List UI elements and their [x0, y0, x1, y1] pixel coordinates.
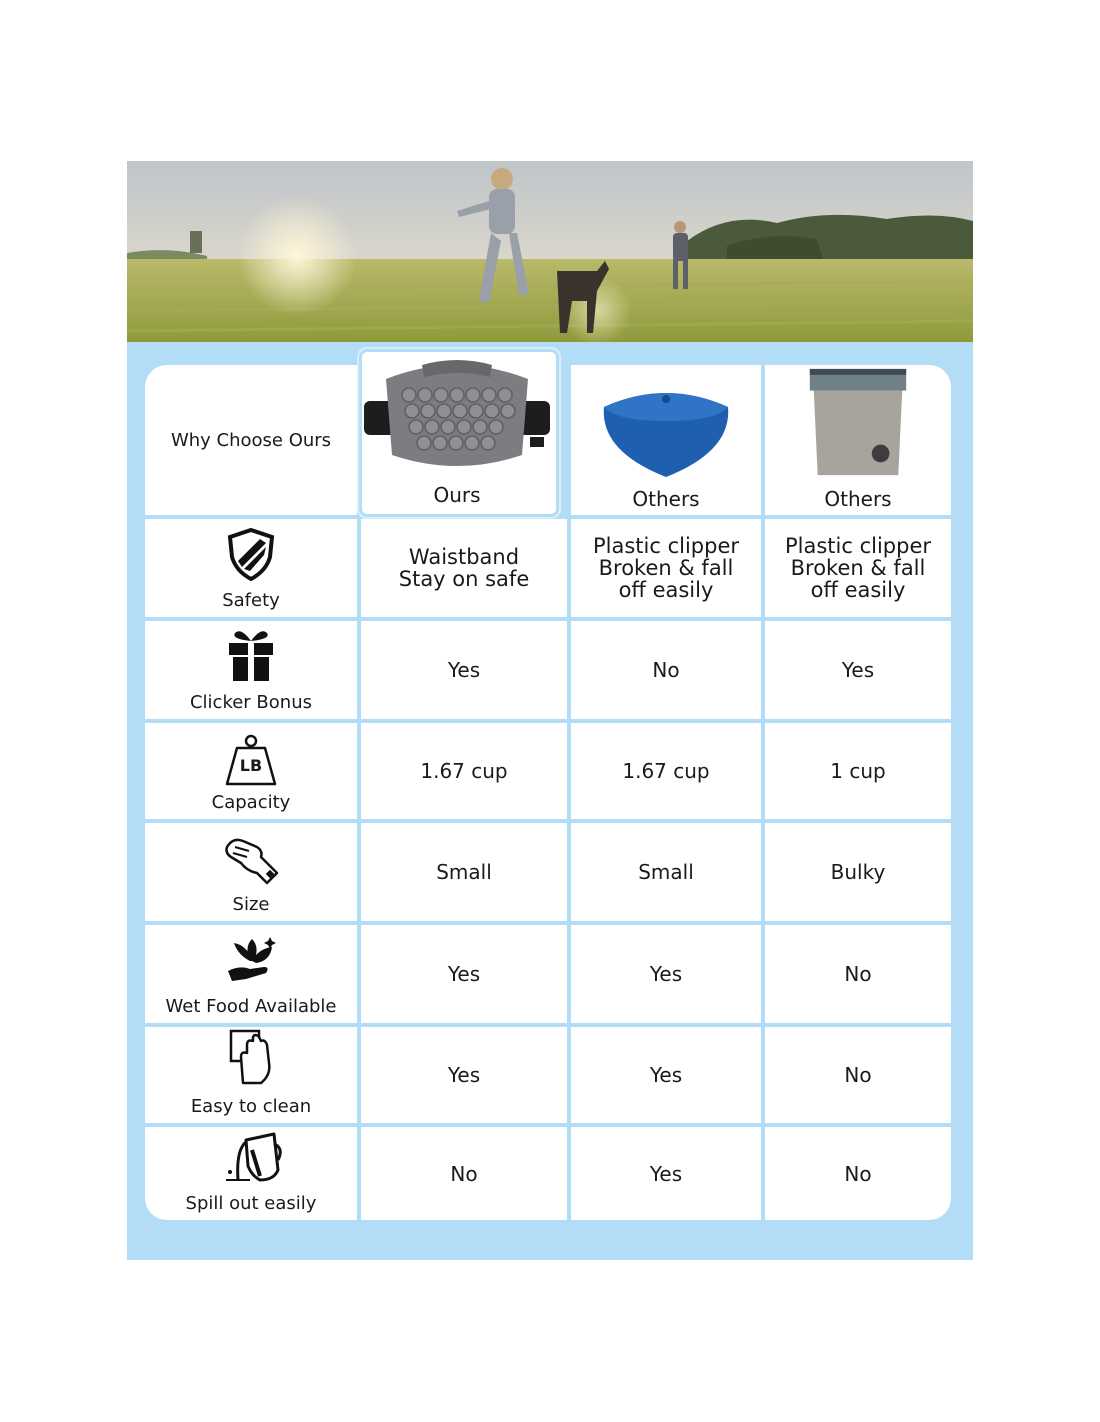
clicker-bonus-others-2: Yes — [765, 621, 951, 719]
capacity-ours: 1.67 cup — [361, 723, 567, 819]
column-label-others-1: Others — [632, 487, 700, 511]
row-label-spill-out: Spill out easily — [145, 1127, 357, 1220]
shield-icon — [224, 527, 278, 586]
row-label-wet-food: Wet Food Available — [145, 925, 357, 1023]
wipe-hand-icon — [225, 1027, 277, 1092]
spill-ours: No — [361, 1127, 567, 1220]
wet-food-others-1: Yes — [571, 925, 761, 1023]
field-photo — [127, 161, 973, 342]
blue-silicone-pouch-image — [596, 381, 736, 481]
row-label-easy-to-clean: Easy to clean — [145, 1027, 357, 1123]
column-header-ours — [361, 351, 553, 511]
row-label-clicker-bonus: Clicker Bonus — [145, 621, 357, 719]
spilling-jug-icon — [216, 1130, 286, 1189]
spill-others-1: Yes — [571, 1127, 761, 1220]
column-label-others-2: Others — [824, 487, 892, 511]
gray-popit-pouch-image — [362, 359, 552, 477]
clicker-bonus-others-1: No — [571, 621, 761, 719]
row-label-capacity: LB Capacity — [145, 723, 357, 819]
easy-clean-others-2: No — [765, 1027, 951, 1123]
header-title-cell — [145, 365, 357, 515]
easy-clean-ours: Yes — [361, 1027, 567, 1123]
row-label-safety: Safety — [145, 519, 357, 617]
capacity-others-1: 1.67 cup — [571, 723, 761, 819]
gift-icon — [227, 627, 275, 688]
column-header-others-1 — [571, 365, 761, 515]
wet-food-others-2: No — [765, 925, 951, 1023]
size-others-2: Bulky — [765, 823, 951, 921]
wet-food-ours: Yes — [361, 925, 567, 1023]
size-others-1: Small — [571, 823, 761, 921]
easy-clean-others-1: Yes — [571, 1027, 761, 1123]
capacity-others-2: 1 cup — [765, 723, 951, 819]
comparison-table — [145, 365, 951, 1220]
header-title: Why Choose Ours — [170, 429, 332, 451]
spill-others-2: No — [765, 1127, 951, 1220]
size-ours: Small — [361, 823, 567, 921]
safety-ours: Waistband Stay on safe — [361, 519, 567, 617]
leaf-hand-icon — [222, 931, 280, 992]
pinch-hand-icon — [223, 833, 279, 890]
comparison-card — [127, 161, 973, 1260]
gray-fabric-bag-image — [803, 365, 913, 481]
weight-lb-icon — [223, 734, 279, 788]
column-label-ours: Ours — [433, 483, 481, 507]
safety-others-1: Plastic clipper Broken & fall off easily — [571, 519, 761, 617]
row-label-size: Size — [145, 823, 357, 921]
clicker-bonus-ours: Yes — [361, 621, 567, 719]
safety-others-2: Plastic clipper Broken & fall off easily — [765, 519, 951, 617]
weight-icon-text: LB — [239, 756, 263, 775]
column-header-others-2 — [765, 365, 951, 515]
